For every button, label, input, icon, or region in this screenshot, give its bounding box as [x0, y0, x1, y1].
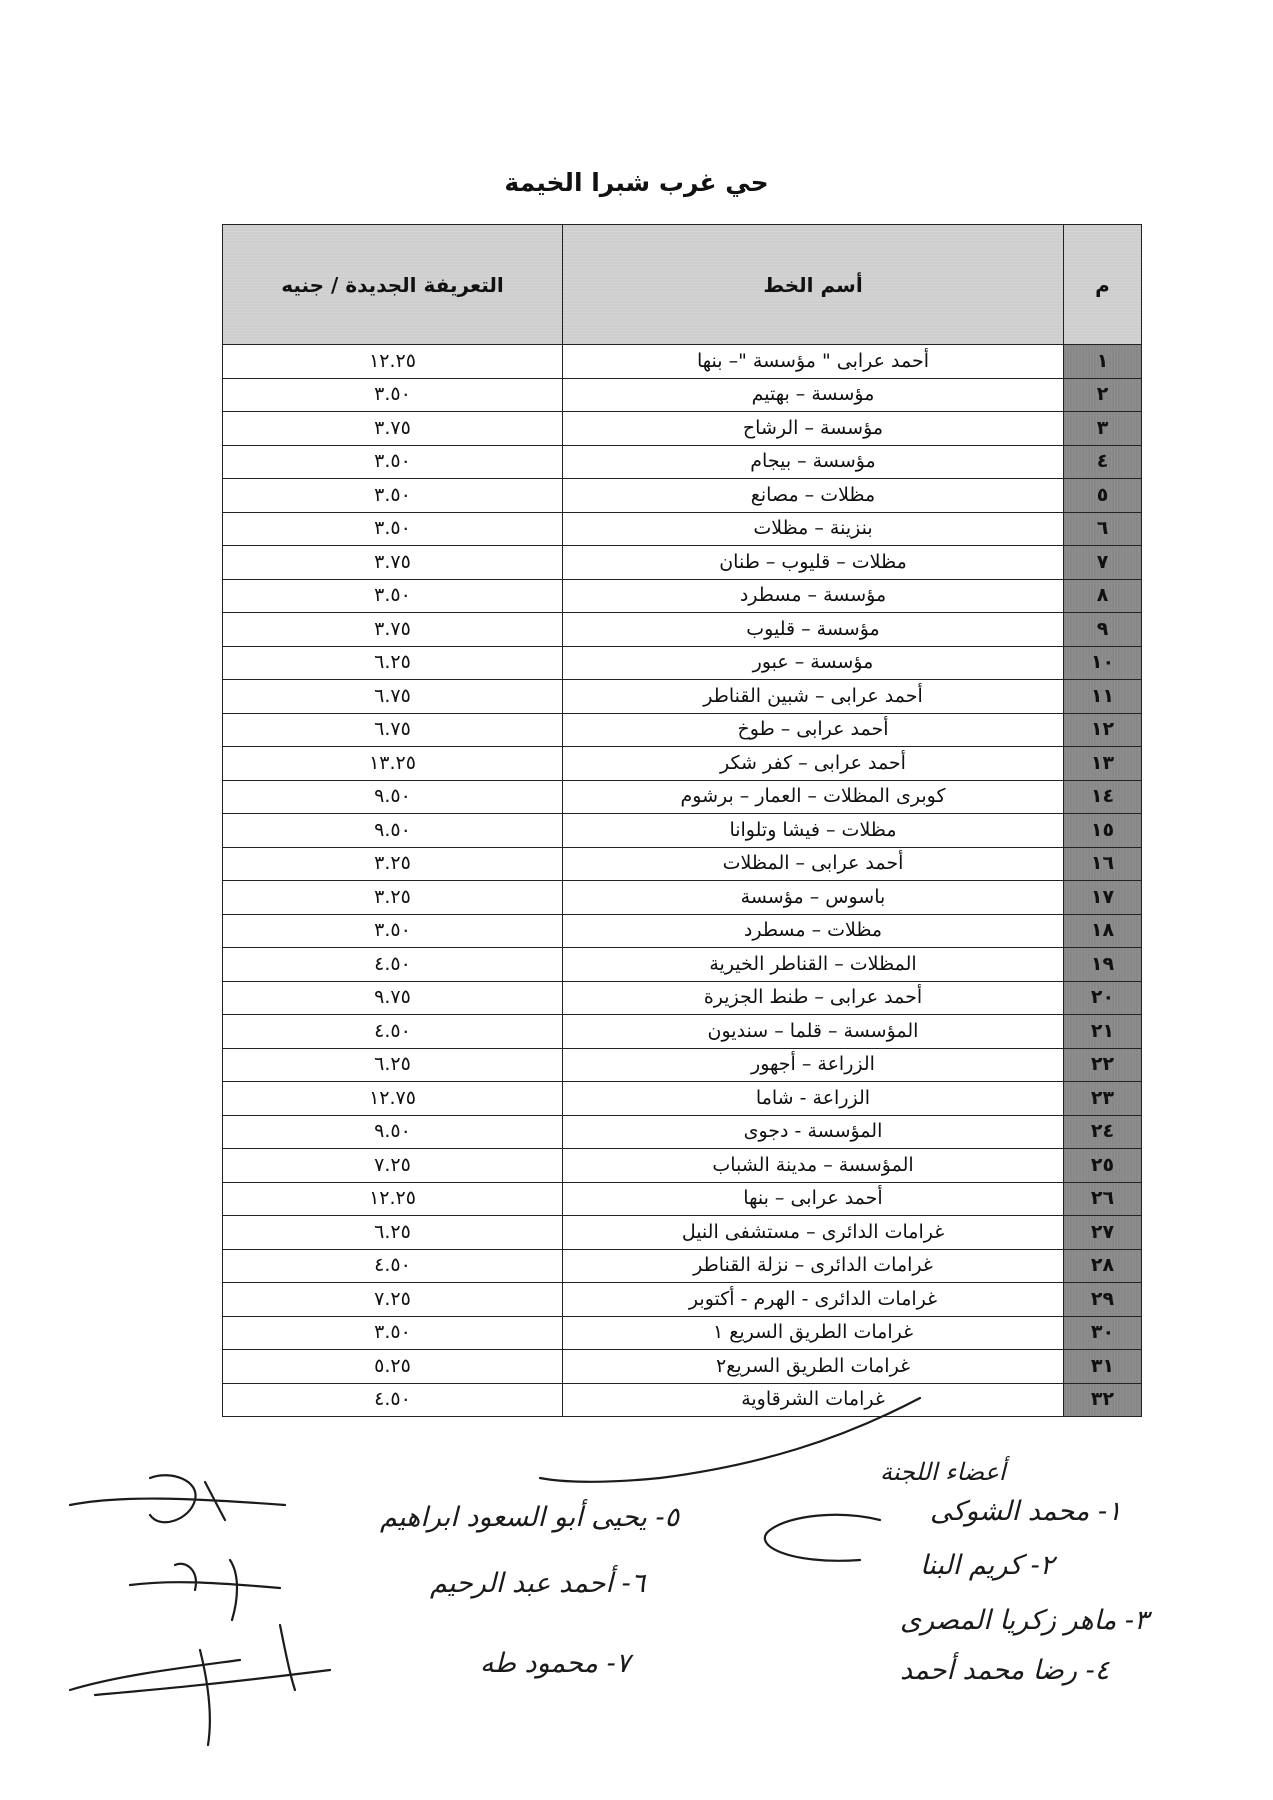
table-row: [223, 646, 1142, 680]
row-line-name: غرامات الشرقاوية: [563, 1383, 1064, 1417]
committee-heading: أعضاء اللجنة: [880, 1458, 1006, 1486]
tariff-table: [222, 224, 1142, 1417]
row-line-name: أحمد عرابى – بنها: [563, 1182, 1064, 1216]
row-tariff: ٩.٥٠: [223, 780, 563, 814]
table-row: [223, 1216, 1142, 1250]
table-row: [223, 445, 1142, 479]
row-number: ٢٠: [1064, 981, 1142, 1015]
row-number: ١٢: [1064, 713, 1142, 747]
table-row: [223, 814, 1142, 848]
row-tariff: ٦.٧٥: [223, 680, 563, 714]
row-number: ٩: [1064, 613, 1142, 647]
row-tariff: ٣.٥٠: [223, 579, 563, 613]
row-tariff: ٣.٧٥: [223, 412, 563, 446]
table-row: [223, 1283, 1142, 1317]
row-line-name: باسوس – مؤسسة: [563, 881, 1064, 915]
row-number: ٢٦: [1064, 1182, 1142, 1216]
table-row: [223, 1082, 1142, 1116]
row-tariff: ٣.٧٥: [223, 613, 563, 647]
row-tariff: ١٣.٢٥: [223, 747, 563, 781]
row-line-name: أحمد عرابى – شبين القناطر: [563, 680, 1064, 714]
table-row: [223, 1182, 1142, 1216]
row-tariff: ١٢.٢٥: [223, 1182, 563, 1216]
page-title: حي غرب شبرا الخيمة: [504, 168, 769, 197]
row-number: ١٥: [1064, 814, 1142, 848]
row-number: ١٦: [1064, 847, 1142, 881]
row-tariff: ٦.٢٥: [223, 1048, 563, 1082]
row-line-name: أحمد عرابى " مؤسسة "– بنها: [563, 345, 1064, 379]
table-row: [223, 1048, 1142, 1082]
table-row: [223, 1015, 1142, 1049]
row-number: ١٠: [1064, 646, 1142, 680]
row-tariff: ٣.٢٥: [223, 881, 563, 915]
table-row: [223, 1149, 1142, 1183]
row-number: ٢٣: [1064, 1082, 1142, 1116]
row-line-name: المؤسسة - دجوى: [563, 1115, 1064, 1149]
signature-member-4: ٤- رضا محمد أحمد: [900, 1655, 1110, 1686]
table-row: [223, 345, 1142, 379]
table-row: [223, 747, 1142, 781]
row-line-name: غرامات الطريق السريع٢: [563, 1350, 1064, 1384]
table-row: [223, 1115, 1142, 1149]
row-line-name: مؤسسة – قليوب: [563, 613, 1064, 647]
row-tariff: ٤.٥٠: [223, 1249, 563, 1283]
table-row: [223, 914, 1142, 948]
table-row: [223, 1383, 1142, 1417]
row-tariff: ٣.٥٠: [223, 512, 563, 546]
row-tariff: ٣.٥٠: [223, 479, 563, 513]
row-number: ٣٢: [1064, 1383, 1142, 1417]
row-line-name: أحمد عرابى – كفر شكر: [563, 747, 1064, 781]
row-tariff: ٧.٢٥: [223, 1283, 563, 1317]
row-number: ١٣: [1064, 747, 1142, 781]
row-tariff: ٦.٧٥: [223, 713, 563, 747]
table-row: [223, 847, 1142, 881]
signature-member-6: ٦- أحمد عبد الرحيم: [430, 1568, 646, 1599]
signature-left-2: [130, 1560, 280, 1620]
signature-member-7: ٧- محمود طه: [480, 1648, 631, 1679]
row-number: ٢٧: [1064, 1216, 1142, 1250]
row-tariff: ٩.٥٠: [223, 1115, 563, 1149]
signature-left-3: [70, 1625, 330, 1745]
row-tariff: ٣.٥٠: [223, 445, 563, 479]
row-line-name: مظلات – فيشا وتلوانا: [563, 814, 1064, 848]
row-tariff: ٩.٧٥: [223, 981, 563, 1015]
row-line-name: بنزينة – مظلات: [563, 512, 1064, 546]
row-number: ٤: [1064, 445, 1142, 479]
row-number: ٧: [1064, 546, 1142, 580]
row-tariff: ٦.٢٥: [223, 1216, 563, 1250]
row-tariff: ٤.٥٠: [223, 1383, 563, 1417]
row-line-name: الزراعة - شاما: [563, 1082, 1064, 1116]
table-row: [223, 546, 1142, 580]
table-row: [223, 780, 1142, 814]
row-number: ٣: [1064, 412, 1142, 446]
row-number: ١٩: [1064, 948, 1142, 982]
row-line-name: أحمد عرابى – المظلات: [563, 847, 1064, 881]
row-tariff: ٩.٥٠: [223, 814, 563, 848]
row-tariff: ١٢.٢٥: [223, 345, 563, 379]
row-number: ٢١: [1064, 1015, 1142, 1049]
row-line-name: مؤسسة – مسطرد: [563, 579, 1064, 613]
table-row: [223, 881, 1142, 915]
table-row: [223, 378, 1142, 412]
row-tariff: ٧.٢٥: [223, 1149, 563, 1183]
header-number: م: [1064, 225, 1142, 345]
row-number: ١٤: [1064, 780, 1142, 814]
row-number: ٥: [1064, 479, 1142, 513]
table-row: [223, 613, 1142, 647]
row-tariff: ٤.٥٠: [223, 1015, 563, 1049]
row-line-name: المؤسسة – مدينة الشباب: [563, 1149, 1064, 1183]
signature-member-1: ١- محمد الشوكى: [930, 1496, 1122, 1527]
row-number: ٢٥: [1064, 1149, 1142, 1183]
row-line-name: مؤسسة – بهتيم: [563, 378, 1064, 412]
row-line-name: غرامات الدائرى – نزلة القناطر: [563, 1249, 1064, 1283]
row-number: ١: [1064, 345, 1142, 379]
row-line-name: مظلات – مسطرد: [563, 914, 1064, 948]
row-number: ٢٩: [1064, 1283, 1142, 1317]
header-tariff: التعريفة الجديدة / جنيه: [223, 225, 563, 345]
table-row: [223, 713, 1142, 747]
row-number: ٢٤: [1064, 1115, 1142, 1149]
row-line-name: مظلات – قليوب – طنان: [563, 546, 1064, 580]
table-row: [223, 512, 1142, 546]
row-line-name: المؤسسة – قلما – سنديون: [563, 1015, 1064, 1049]
row-tariff: ٣.٥٠: [223, 378, 563, 412]
row-line-name: مظلات – مصانع: [563, 479, 1064, 513]
signature-left-1: [70, 1475, 285, 1522]
row-tariff: ٣.٢٥: [223, 847, 563, 881]
row-number: ١١: [1064, 680, 1142, 714]
table-row: [223, 1350, 1142, 1384]
row-tariff: ٤.٥٠: [223, 948, 563, 982]
row-line-name: الزراعة – أجهور: [563, 1048, 1064, 1082]
row-line-name: غرامات الطريق السريع ١: [563, 1316, 1064, 1350]
signature-member-5: ٥- يحيى أبو السعود ابراهيم: [380, 1502, 680, 1533]
row-tariff: ٣.٧٥: [223, 546, 563, 580]
table-row: [223, 412, 1142, 446]
row-line-name: غرامات الدائرى - الهرم - أكتوبر: [563, 1283, 1064, 1317]
row-tariff: ٥.٢٥: [223, 1350, 563, 1384]
row-number: ٢: [1064, 378, 1142, 412]
header-line-name: أسم الخط: [563, 225, 1064, 345]
row-number: ٣٠: [1064, 1316, 1142, 1350]
table-row: [223, 948, 1142, 982]
table-row: [223, 479, 1142, 513]
signature-member-2: ٢- كريم البنا: [920, 1550, 1055, 1581]
table-body: [223, 345, 1142, 1417]
table-row: [223, 579, 1142, 613]
row-number: ٦: [1064, 512, 1142, 546]
row-line-name: المظلات – القناطر الخيرية: [563, 948, 1064, 982]
row-line-name: مؤسسة – عبور: [563, 646, 1064, 680]
row-tariff: ٣.٥٠: [223, 914, 563, 948]
signature-member-3: ٣- ماهر زكريا المصرى: [900, 1605, 1149, 1636]
row-number: ١٨: [1064, 914, 1142, 948]
row-number: ١٧: [1064, 881, 1142, 915]
row-number: ٣١: [1064, 1350, 1142, 1384]
table-row: [223, 981, 1142, 1015]
row-line-name: مؤسسة – الرشاح: [563, 412, 1064, 446]
row-line-name: أحمد عرابى – طوخ: [563, 713, 1064, 747]
signature-stroke-hook: [765, 1515, 880, 1561]
table-header-row: [223, 225, 1142, 345]
table-row: [223, 1249, 1142, 1283]
row-line-name: أحمد عرابى – طنط الجزيرة: [563, 981, 1064, 1015]
row-number: ٢٢: [1064, 1048, 1142, 1082]
row-tariff: ٦.٢٥: [223, 646, 563, 680]
row-number: ٢٨: [1064, 1249, 1142, 1283]
table-row: [223, 1316, 1142, 1350]
row-tariff: ١٢.٧٥: [223, 1082, 563, 1116]
row-line-name: كوبرى المظلات – العمار – برشوم: [563, 780, 1064, 814]
row-line-name: غرامات الدائرى – مستشفى النيل: [563, 1216, 1064, 1250]
row-tariff: ٣.٥٠: [223, 1316, 563, 1350]
row-line-name: مؤسسة – بيجام: [563, 445, 1064, 479]
table-row: [223, 680, 1142, 714]
row-number: ٨: [1064, 579, 1142, 613]
